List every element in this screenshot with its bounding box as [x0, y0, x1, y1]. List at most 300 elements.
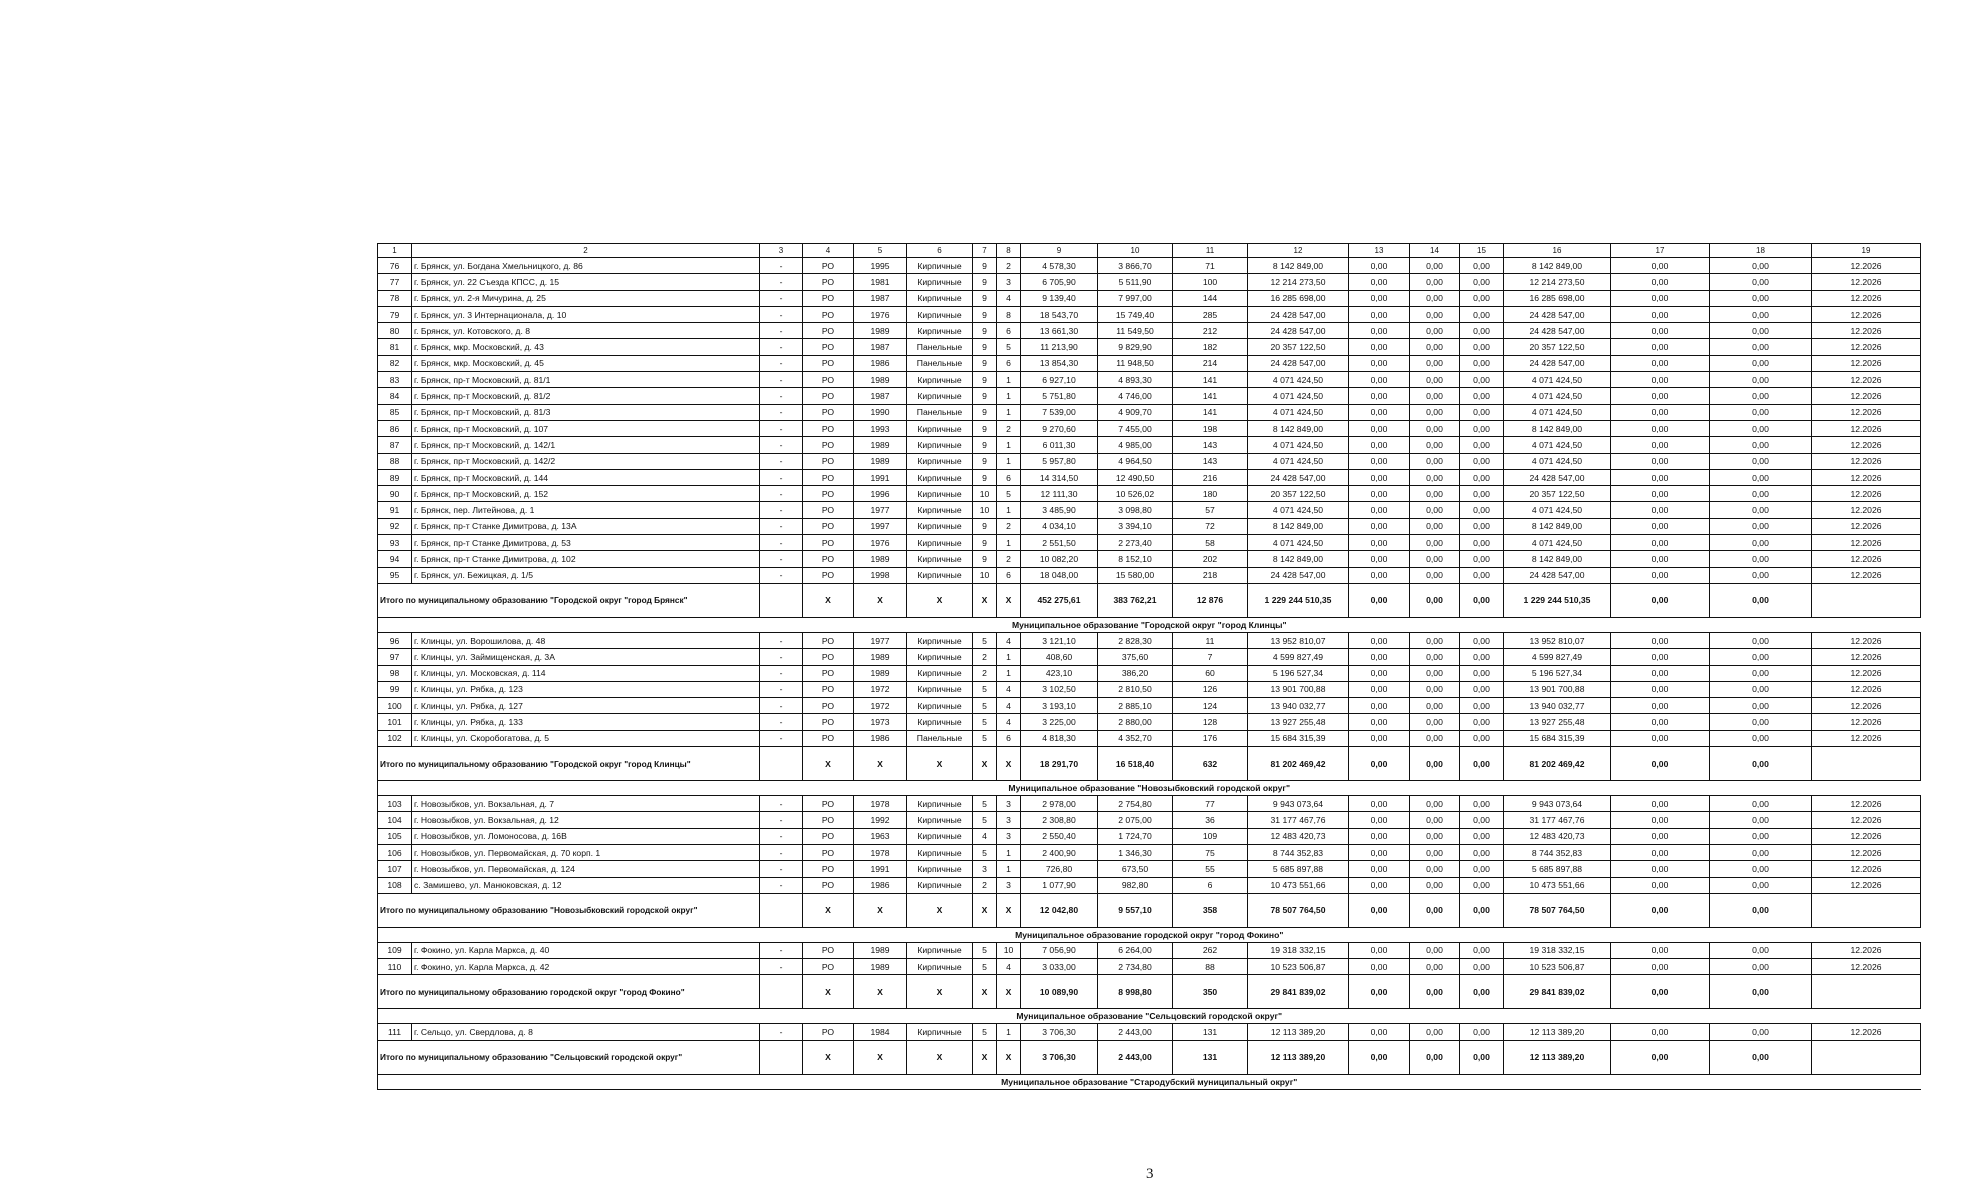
table-cell: 5 — [973, 698, 997, 714]
table-cell: 89 — [378, 469, 412, 485]
table-cell: 0,00 — [1410, 290, 1460, 306]
table-cell: 3 — [997, 812, 1021, 828]
table-cell: 0,00 — [1460, 665, 1504, 681]
total-cell: 0,00 — [1410, 893, 1460, 927]
table-cell: 0,00 — [1460, 698, 1504, 714]
table-cell: 12 111,30 — [1021, 486, 1098, 502]
table-cell: 0,00 — [1410, 372, 1460, 388]
total-cell: 0,00 — [1611, 893, 1710, 927]
table-cell: РО — [803, 844, 854, 860]
table-cell: 4 599 827,49 — [1504, 649, 1611, 665]
table-cell: - — [760, 437, 803, 453]
address-cell: г. Брянск, пер. Литейнова, д. 1 — [412, 502, 760, 518]
table-cell: 93 — [378, 535, 412, 551]
table-cell: 1989 — [854, 959, 907, 975]
table-cell: 1986 — [854, 355, 907, 371]
column-number: 12 — [1248, 244, 1349, 258]
table-cell: 0,00 — [1611, 959, 1710, 975]
table-cell: 0,00 — [1710, 258, 1812, 274]
total-cell — [1812, 893, 1921, 927]
table-cell: 4 — [997, 698, 1021, 714]
table-cell: 110 — [378, 959, 412, 975]
table-cell: 99 — [378, 681, 412, 697]
table-cell: 0,00 — [1710, 404, 1812, 420]
table-cell: 1 — [997, 1024, 1021, 1040]
table-cell: 10 082,20 — [1021, 551, 1098, 567]
table-cell: РО — [803, 258, 854, 274]
table-cell: 182 — [1173, 339, 1248, 355]
address-cell: г. Брянск, пр-т Станке Димитрова, д. 102 — [412, 551, 760, 567]
column-number: 3 — [760, 244, 803, 258]
table-cell: - — [760, 959, 803, 975]
table-cell: 0,00 — [1349, 355, 1410, 371]
table-cell: 5 — [997, 339, 1021, 355]
total-label: Итого по муниципальному образованию "Городской округ "город Брянск" — [378, 583, 760, 617]
table-cell: 0,00 — [1460, 339, 1504, 355]
table-cell: 13 927 255,48 — [1504, 714, 1611, 730]
table-cell: 12.2026 — [1812, 535, 1921, 551]
table-cell: 0,00 — [1710, 339, 1812, 355]
table-cell: - — [760, 812, 803, 828]
table-cell: 86 — [378, 420, 412, 436]
total-cell: X — [997, 747, 1021, 781]
total-cell: 29 841 839,02 — [1504, 975, 1611, 1009]
table-cell: Кирпичные — [907, 861, 973, 877]
table-cell: 218 — [1173, 567, 1248, 583]
table-cell: РО — [803, 665, 854, 681]
table-cell: 4 071 424,50 — [1248, 404, 1349, 420]
table-cell: РО — [803, 1024, 854, 1040]
table-cell: 1996 — [854, 486, 907, 502]
table-cell: 9 — [973, 388, 997, 404]
table-cell: 0,00 — [1410, 665, 1460, 681]
table-cell: 10 — [997, 942, 1021, 958]
table-cell: 0,00 — [1349, 844, 1410, 860]
table-cell: 0,00 — [1611, 535, 1710, 551]
table-cell: 3 394,10 — [1098, 518, 1173, 534]
table-cell: РО — [803, 486, 854, 502]
table-cell: - — [760, 339, 803, 355]
table-cell: 0,00 — [1349, 698, 1410, 714]
table-cell: 10 473 551,66 — [1504, 877, 1611, 893]
table-row — [378, 567, 1921, 583]
table-cell: 85 — [378, 404, 412, 420]
table-cell: РО — [803, 339, 854, 355]
table-cell: 0,00 — [1349, 502, 1410, 518]
table-cell: 10 — [973, 567, 997, 583]
table-cell: 1 — [997, 404, 1021, 420]
address-cell: г. Фокино, ул. Карла Маркса, д. 42 — [412, 959, 760, 975]
table-cell: 12.2026 — [1812, 665, 1921, 681]
table-cell: 0,00 — [1611, 518, 1710, 534]
table-cell: 3 — [997, 828, 1021, 844]
table-cell: 0,00 — [1410, 502, 1460, 518]
table-cell: 4 071 424,50 — [1504, 502, 1611, 518]
table-cell: 0,00 — [1349, 649, 1410, 665]
table-cell: 95 — [378, 567, 412, 583]
municipality-section-row — [378, 927, 1921, 942]
table-cell: 3 — [997, 274, 1021, 290]
table-cell: 4 578,30 — [1021, 258, 1098, 274]
address-cell: г. Брянск, мкр. Московский, д. 45 — [412, 355, 760, 371]
table-cell: 0,00 — [1410, 567, 1460, 583]
table-cell: 1989 — [854, 437, 907, 453]
table-row — [378, 372, 1921, 388]
table-cell: 0,00 — [1611, 942, 1710, 958]
table-cell: 12 113 389,20 — [1248, 1024, 1349, 1040]
address-cell: г. Брянск, ул. 22 Съезда КПСС, д. 15 — [412, 274, 760, 290]
table-cell: 3 121,10 — [1021, 632, 1098, 648]
table-cell: 2 — [973, 877, 997, 893]
table-cell: 6 — [997, 730, 1021, 746]
address-cell: г. Клинцы, ул. Рябка, д. 127 — [412, 698, 760, 714]
table-cell: 0,00 — [1460, 355, 1504, 371]
table-cell: 141 — [1173, 372, 1248, 388]
table-cell: 4 071 424,50 — [1248, 502, 1349, 518]
table-cell: 2 075,00 — [1098, 812, 1173, 828]
table-cell: - — [760, 306, 803, 322]
table-cell: 4 746,00 — [1098, 388, 1173, 404]
table-cell: 78 — [378, 290, 412, 306]
table-cell: 1989 — [854, 942, 907, 958]
table-cell: 2 308,80 — [1021, 812, 1098, 828]
table-cell: Кирпичные — [907, 942, 973, 958]
table-cell: 13 940 032,77 — [1248, 698, 1349, 714]
table-cell: 4 352,70 — [1098, 730, 1173, 746]
table-cell: - — [760, 942, 803, 958]
table-cell: 15 684 315,39 — [1248, 730, 1349, 746]
table-cell: 12 214 273,50 — [1248, 274, 1349, 290]
table-cell: 0,00 — [1710, 698, 1812, 714]
table-cell: - — [760, 453, 803, 469]
address-cell: г. Брянск, пр-т Станке Димитрова, д. 53 — [412, 535, 760, 551]
total-cell: X — [803, 747, 854, 781]
address-cell: г. Новозыбков, ул. Ломоносова, д. 16В — [412, 828, 760, 844]
table-cell: 13 854,30 — [1021, 355, 1098, 371]
table-cell: РО — [803, 437, 854, 453]
table-cell: 0,00 — [1460, 437, 1504, 453]
municipality-section-title: Муниципальное образование "Сельцовский городской округ" — [378, 1009, 1921, 1024]
table-cell: 0,00 — [1460, 323, 1504, 339]
table-cell: 19 318 332,15 — [1248, 942, 1349, 958]
total-cell: 0,00 — [1460, 747, 1504, 781]
total-cell — [760, 747, 803, 781]
table-cell: 9 — [973, 453, 997, 469]
address-cell: г. Новозыбков, ул. Первомайская, д. 70 корп. 1 — [412, 844, 760, 860]
total-cell: X — [854, 975, 907, 1009]
table-cell: 5 — [973, 714, 997, 730]
total-cell: 0,00 — [1460, 1040, 1504, 1074]
table-cell: 202 — [1173, 551, 1248, 567]
table-cell: 3 — [997, 877, 1021, 893]
table-cell: 0,00 — [1349, 274, 1410, 290]
table-cell: 10 523 506,87 — [1504, 959, 1611, 975]
table-cell: 1991 — [854, 469, 907, 485]
table-cell: 5 — [997, 486, 1021, 502]
table-cell: 9 — [973, 274, 997, 290]
table-cell: РО — [803, 796, 854, 812]
municipality-section-row — [378, 781, 1921, 796]
table-cell: 12.2026 — [1812, 567, 1921, 583]
table-cell: 24 428 547,00 — [1248, 355, 1349, 371]
table-cell: 10 — [973, 486, 997, 502]
table-cell: Кирпичные — [907, 518, 973, 534]
table-cell: 36 — [1173, 812, 1248, 828]
table-cell: 9 — [973, 306, 997, 322]
column-number: 9 — [1021, 244, 1098, 258]
table-cell: - — [760, 518, 803, 534]
table-cell: 0,00 — [1611, 372, 1710, 388]
total-cell: 0,00 — [1710, 583, 1812, 617]
table-cell: 0,00 — [1410, 649, 1460, 665]
table-cell: Кирпичные — [907, 535, 973, 551]
table-cell: РО — [803, 388, 854, 404]
table-cell: 4 071 424,50 — [1504, 535, 1611, 551]
table-cell: 423,10 — [1021, 665, 1098, 681]
table-cell: 141 — [1173, 388, 1248, 404]
table-cell: 1973 — [854, 714, 907, 730]
table-cell: 4 985,00 — [1098, 437, 1173, 453]
table-cell: 0,00 — [1410, 437, 1460, 453]
table-cell: 4 071 424,50 — [1248, 453, 1349, 469]
table-cell: 1 — [997, 535, 1021, 551]
table-cell: 0,00 — [1710, 355, 1812, 371]
table-cell: 13 952 810,07 — [1248, 632, 1349, 648]
table-cell: 2 978,00 — [1021, 796, 1098, 812]
table-cell: 94 — [378, 551, 412, 567]
table-cell: Кирпичные — [907, 714, 973, 730]
table-cell: Кирпичные — [907, 649, 973, 665]
table-cell: 1993 — [854, 420, 907, 436]
table-cell: 0,00 — [1460, 681, 1504, 697]
table-cell: 176 — [1173, 730, 1248, 746]
table-cell: 0,00 — [1710, 420, 1812, 436]
table-cell: 104 — [378, 812, 412, 828]
table-cell: 144 — [1173, 290, 1248, 306]
address-cell: г. Брянск, пр-т Станке Димитрова, д. 13А — [412, 518, 760, 534]
total-cell — [1812, 747, 1921, 781]
total-cell: 0,00 — [1710, 975, 1812, 1009]
table-cell: 386,20 — [1098, 665, 1173, 681]
table-cell: 4 909,70 — [1098, 404, 1173, 420]
table-cell: 2 810,50 — [1098, 681, 1173, 697]
table-cell: РО — [803, 698, 854, 714]
table-cell: 2 400,90 — [1021, 844, 1098, 860]
table-cell: 1981 — [854, 274, 907, 290]
municipality-section-title: Муниципальное образование "Городской округ "город Клинцы" — [378, 617, 1921, 632]
table-cell: РО — [803, 502, 854, 518]
table-cell: Кирпичные — [907, 502, 973, 518]
table-cell: 0,00 — [1611, 698, 1710, 714]
table-row — [378, 323, 1921, 339]
table-cell: 0,00 — [1460, 730, 1504, 746]
table-cell: 1 — [997, 502, 1021, 518]
table-cell: Кирпичные — [907, 469, 973, 485]
table-cell: 1989 — [854, 649, 907, 665]
table-cell: 0,00 — [1460, 551, 1504, 567]
total-cell: 8 998,80 — [1098, 975, 1173, 1009]
address-cell: г. Фокино, ул. Карла Маркса, д. 40 — [412, 942, 760, 958]
table-cell: 0,00 — [1611, 877, 1710, 893]
table-cell: 2 443,00 — [1098, 1024, 1173, 1040]
table-cell: 4 034,10 — [1021, 518, 1098, 534]
table-body — [378, 244, 1921, 1090]
table-cell: 8 142 849,00 — [1504, 420, 1611, 436]
table-cell: 0,00 — [1710, 730, 1812, 746]
table-cell: 3 866,70 — [1098, 258, 1173, 274]
table-cell: 5 685 897,88 — [1248, 861, 1349, 877]
table-cell: 2 885,10 — [1098, 698, 1173, 714]
table-cell: - — [760, 1024, 803, 1040]
table-cell: - — [760, 877, 803, 893]
table-cell: 13 661,30 — [1021, 323, 1098, 339]
table-cell: 4 — [997, 681, 1021, 697]
table-row — [378, 942, 1921, 958]
table-cell: РО — [803, 274, 854, 290]
table-cell: 0,00 — [1460, 959, 1504, 975]
table-cell: 12.2026 — [1812, 453, 1921, 469]
table-cell: 12.2026 — [1812, 1024, 1921, 1040]
municipality-section-title: Муниципальное образование городской округ "город Фокино" — [378, 927, 1921, 942]
address-cell: г. Брянск, пр-т Московский, д. 144 — [412, 469, 760, 485]
address-cell: г. Брянск, пр-т Московский, д. 81/1 — [412, 372, 760, 388]
table-cell: 9 — [973, 258, 997, 274]
table-cell: 0,00 — [1349, 339, 1410, 355]
table-cell: 8 — [997, 306, 1021, 322]
table-cell: 0,00 — [1460, 502, 1504, 518]
table-cell: 0,00 — [1611, 258, 1710, 274]
page-number: 3 — [1146, 1166, 1154, 1182]
table-cell: Кирпичные — [907, 420, 973, 436]
table-cell: 9 — [973, 404, 997, 420]
table-cell: 15 684 315,39 — [1504, 730, 1611, 746]
table-cell: 0,00 — [1349, 290, 1410, 306]
table-cell: 1986 — [854, 730, 907, 746]
address-cell: г. Брянск, ул. Бежицкая, д. 1/5 — [412, 567, 760, 583]
table-cell: 5 — [973, 812, 997, 828]
total-cell: 1 229 244 510,35 — [1504, 583, 1611, 617]
table-cell: 0,00 — [1460, 844, 1504, 860]
municipality-section-row — [378, 1009, 1921, 1024]
address-cell: г. Брянск, пр-т Московский, д. 142/2 — [412, 453, 760, 469]
table-cell: 31 177 467,76 — [1504, 812, 1611, 828]
table-cell: 1991 — [854, 861, 907, 877]
table-cell: 8 744 352,83 — [1248, 844, 1349, 860]
table-cell: 5 685 897,88 — [1504, 861, 1611, 877]
table-cell: 109 — [378, 942, 412, 958]
table-cell: 15 580,00 — [1098, 567, 1173, 583]
table-cell: 14 314,50 — [1021, 469, 1098, 485]
total-cell: X — [854, 1040, 907, 1074]
address-cell: г. Брянск, пр-т Московский, д. 152 — [412, 486, 760, 502]
table-cell: 0,00 — [1410, 355, 1460, 371]
table-cell: 1987 — [854, 290, 907, 306]
table-cell: 0,00 — [1349, 469, 1410, 485]
table-cell: 0,00 — [1710, 877, 1812, 893]
table-cell: 0,00 — [1611, 632, 1710, 648]
total-cell: X — [973, 893, 997, 927]
table-row — [378, 828, 1921, 844]
table-cell: 214 — [1173, 355, 1248, 371]
table-cell: - — [760, 698, 803, 714]
total-cell: 0,00 — [1410, 747, 1460, 781]
column-number: 15 — [1460, 244, 1504, 258]
table-cell: 1 724,70 — [1098, 828, 1173, 844]
table-cell: 0,00 — [1410, 796, 1460, 812]
table-cell: - — [760, 828, 803, 844]
table-cell: 1 346,30 — [1098, 844, 1173, 860]
table-cell: 1972 — [854, 681, 907, 697]
table-cell: 3 — [997, 796, 1021, 812]
table-cell: 11 549,50 — [1098, 323, 1173, 339]
table-cell: 0,00 — [1460, 518, 1504, 534]
table-cell: 12.2026 — [1812, 698, 1921, 714]
table-cell: 5 — [973, 730, 997, 746]
total-cell: 0,00 — [1611, 747, 1710, 781]
table-cell: 12.2026 — [1812, 649, 1921, 665]
total-cell: 0,00 — [1611, 975, 1710, 1009]
table-cell: 1976 — [854, 306, 907, 322]
table-cell: 5 — [973, 796, 997, 812]
table-cell: 726,80 — [1021, 861, 1098, 877]
table-cell: 0,00 — [1611, 420, 1710, 436]
total-cell: 0,00 — [1460, 583, 1504, 617]
table-cell: РО — [803, 306, 854, 322]
table-cell: 4 893,30 — [1098, 372, 1173, 388]
total-cell: 0,00 — [1349, 583, 1410, 617]
table-cell: 0,00 — [1611, 796, 1710, 812]
table-cell: 0,00 — [1710, 502, 1812, 518]
table-cell: 90 — [378, 486, 412, 502]
table-cell: 84 — [378, 388, 412, 404]
table-cell: РО — [803, 323, 854, 339]
table-cell: 0,00 — [1460, 420, 1504, 436]
table-cell: 102 — [378, 730, 412, 746]
table-cell: 24 428 547,00 — [1504, 469, 1611, 485]
total-cell: X — [907, 747, 973, 781]
table-cell: 10 526,02 — [1098, 486, 1173, 502]
table-cell: 0,00 — [1410, 323, 1460, 339]
total-cell: 12 113 389,20 — [1248, 1040, 1349, 1074]
table-cell: 0,00 — [1710, 453, 1812, 469]
table-row — [378, 1024, 1921, 1040]
table-cell: 12.2026 — [1812, 420, 1921, 436]
total-cell — [1812, 1040, 1921, 1074]
table-cell: 24 428 547,00 — [1248, 306, 1349, 322]
table-cell: 2 — [997, 258, 1021, 274]
table-cell: 0,00 — [1710, 959, 1812, 975]
table-cell: 8 142 849,00 — [1248, 420, 1349, 436]
table-cell: 6 264,00 — [1098, 942, 1173, 958]
table-cell: РО — [803, 355, 854, 371]
table-cell: 285 — [1173, 306, 1248, 322]
table-cell: 0,00 — [1349, 861, 1410, 877]
table-cell: 100 — [1173, 274, 1248, 290]
table-row — [378, 812, 1921, 828]
table-cell: 101 — [378, 714, 412, 730]
table-cell: Кирпичные — [907, 796, 973, 812]
total-cell: 1 229 244 510,35 — [1248, 583, 1349, 617]
table-cell: 9 — [973, 323, 997, 339]
table-cell: 0,00 — [1710, 844, 1812, 860]
table-cell: 141 — [1173, 404, 1248, 420]
table-cell: 1976 — [854, 535, 907, 551]
address-cell: г. Новозыбков, ул. Вокзальная, д. 12 — [412, 812, 760, 828]
total-cell: 16 518,40 — [1098, 747, 1173, 781]
table-cell: Кирпичные — [907, 453, 973, 469]
table-cell: 12.2026 — [1812, 404, 1921, 420]
total-cell: 0,00 — [1710, 747, 1812, 781]
